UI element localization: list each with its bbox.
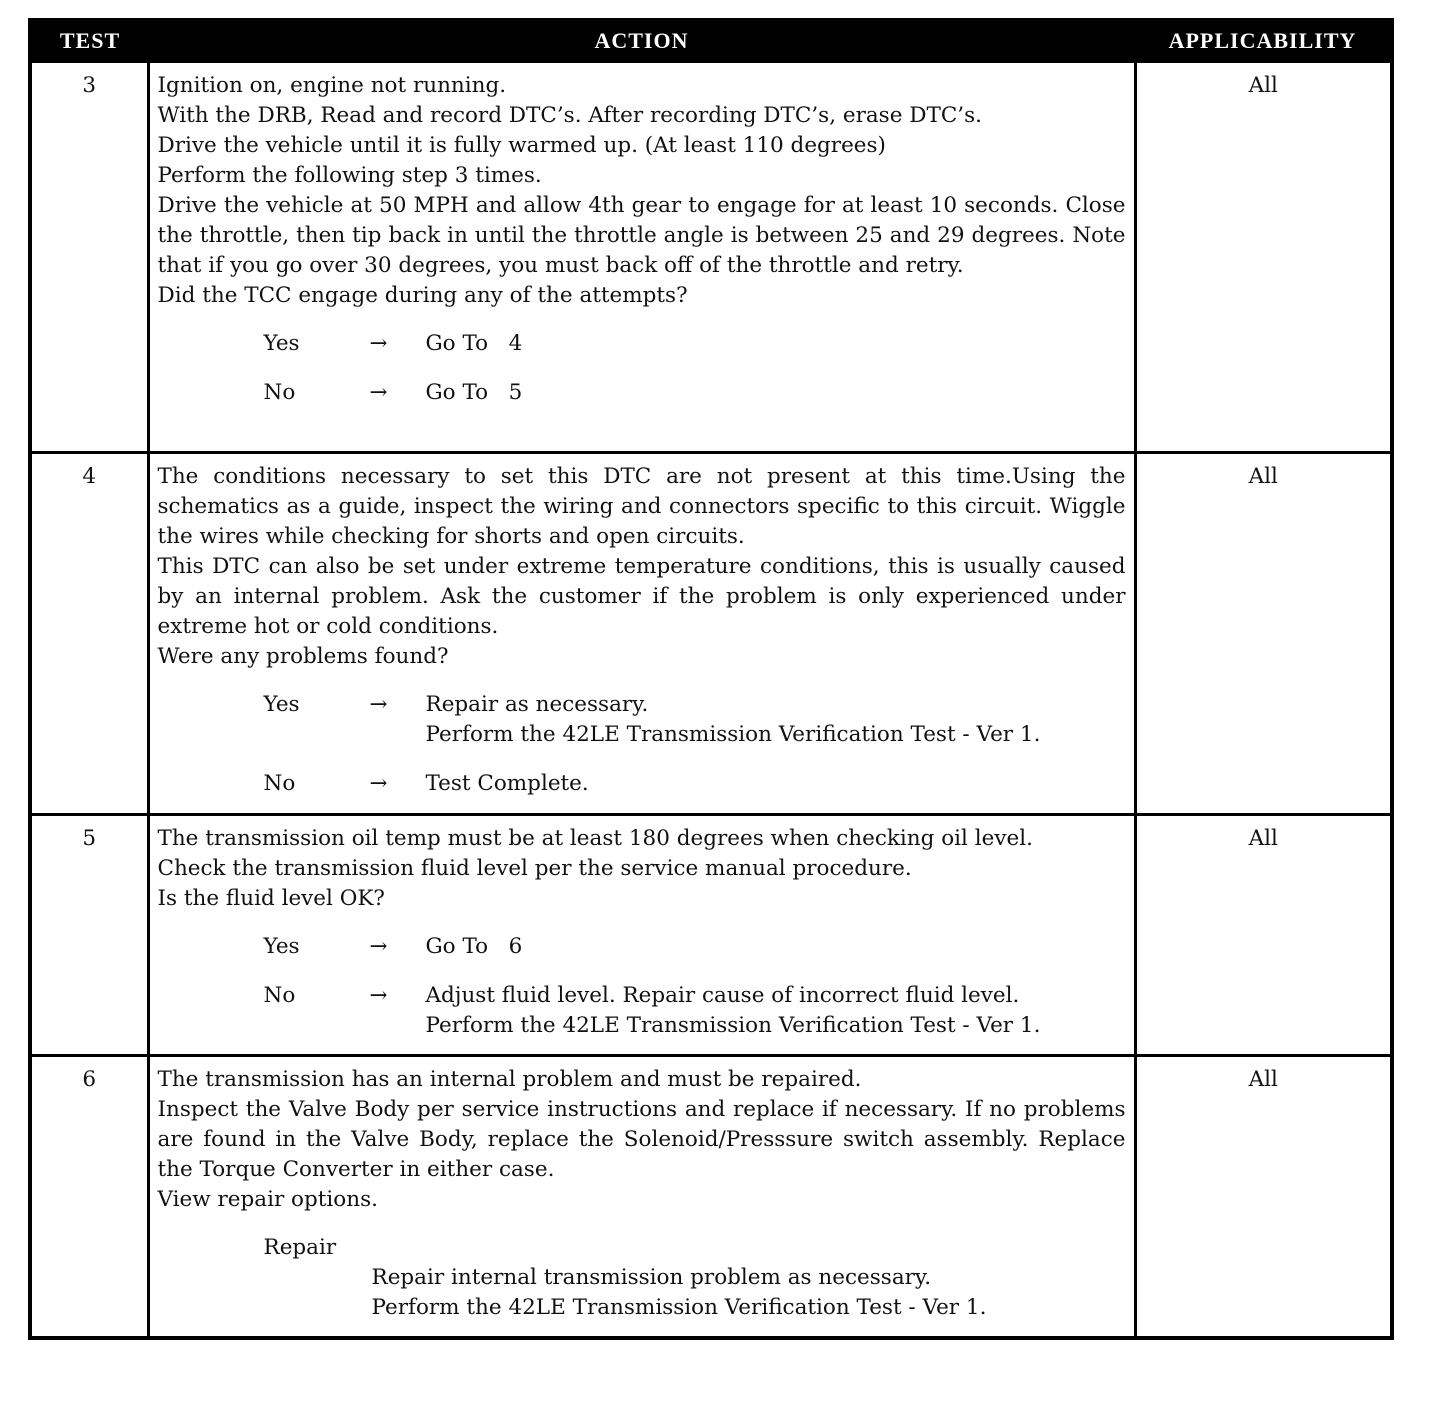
option-result-line: Adjust fluid level. Repair cause of incorrect fluid level. bbox=[425, 983, 1020, 1008]
table-row bbox=[30, 1056, 1392, 1338]
table-header-row bbox=[30, 20, 1392, 62]
test-number: 4 bbox=[30, 453, 148, 815]
option-yes bbox=[158, 329, 1126, 359]
option-result-line: Go To 5 bbox=[425, 380, 523, 405]
repair-result-line: Perform the 42LE Transmission Verification Test - Ver 1. bbox=[371, 1295, 987, 1320]
repair-result bbox=[372, 1263, 1126, 1323]
option-label: Yes bbox=[263, 934, 300, 959]
option-result bbox=[426, 932, 523, 962]
action-line: View repair options. bbox=[157, 1187, 378, 1212]
header-applicability: APPLICABILITY bbox=[1135, 20, 1392, 62]
option-result bbox=[426, 981, 1041, 1041]
header-action: ACTION bbox=[148, 20, 1135, 62]
arrow-right-icon: → bbox=[369, 331, 388, 356]
repair-label: Repair bbox=[263, 1235, 337, 1260]
arrow-right-icon: → bbox=[369, 692, 388, 717]
option-yes bbox=[158, 932, 1126, 962]
option-result-line: Test Complete. bbox=[425, 771, 589, 796]
action-line: Is the fluid level OK? bbox=[157, 886, 385, 911]
action-cell bbox=[148, 453, 1135, 815]
table-row bbox=[30, 62, 1392, 453]
option-no bbox=[158, 769, 1126, 799]
action-line: Drive the vehicle until it is fully warmed up. (At least 110 degrees) bbox=[157, 133, 886, 158]
option-result bbox=[426, 769, 589, 799]
action-line: The conditions necessary to set this DTC are not present at this time.Using the schematics as a guide, inspect the wiring and connectors specific to this circuit. Wiggle the wires while checking for shorts and open circuits. bbox=[157, 464, 1126, 549]
applicability-value: All bbox=[1135, 453, 1392, 815]
option-result-line: Repair as necessary. bbox=[425, 692, 649, 717]
option-label: No bbox=[263, 983, 296, 1008]
diagnostic-test-table bbox=[28, 18, 1394, 1340]
test-number: 3 bbox=[30, 62, 148, 453]
option-yes bbox=[158, 690, 1126, 750]
action-line: Perform the following step 3 times. bbox=[157, 163, 542, 188]
test-number: 6 bbox=[30, 1056, 148, 1338]
header-test: TEST bbox=[30, 20, 148, 62]
test-number: 5 bbox=[30, 815, 148, 1056]
decision-options bbox=[158, 932, 1126, 1045]
applicability-value: All bbox=[1135, 815, 1392, 1056]
option-result-line: Go To 6 bbox=[425, 934, 523, 959]
arrow-right-icon: → bbox=[369, 934, 388, 959]
option-no bbox=[158, 378, 1126, 408]
table-row bbox=[30, 815, 1392, 1056]
arrow-right-icon: → bbox=[369, 771, 388, 796]
option-no bbox=[158, 981, 1126, 1041]
action-line: Did the TCC engage during any of the attempts? bbox=[157, 283, 688, 308]
action-line: Drive the vehicle at 50 MPH and allow 4th gear to engage for at least 10 seconds. Close the throttle, then tip back in until the throttle angle is between 25 and 29 degrees. Note that if you go over 30 degrees, you must back off of the throttle and retry. bbox=[157, 193, 1126, 278]
action-cell bbox=[148, 815, 1135, 1056]
repair-options bbox=[158, 1233, 1126, 1327]
action-line: This DTC can also be set under extreme temperature conditions, this is usually caused by an internal problem. Ask the customer if the problem is only experienced under extreme hot or cold conditions. bbox=[157, 554, 1126, 639]
applicability-value: All bbox=[1135, 1056, 1392, 1338]
action-line: Ignition on, engine not running. bbox=[157, 73, 507, 98]
action-line: The transmission oil temp must be at least 180 degrees when checking oil level. bbox=[157, 826, 1033, 851]
option-result-line: Perform the 42LE Transmission Verification Test - Ver 1. bbox=[425, 722, 1041, 747]
action-line: The transmission has an internal problem and must be repaired. bbox=[157, 1067, 862, 1092]
action-line: Inspect the Valve Body per service instructions and replace if necessary. If no problems are found in the Valve Body, replace the Solenoid/Presssure switch assembly. Replace the Torque Converter in either case. bbox=[157, 1097, 1126, 1182]
action-line: Were any problems found? bbox=[157, 644, 449, 669]
option-result bbox=[426, 329, 523, 359]
action-cell bbox=[148, 1056, 1135, 1338]
decision-options bbox=[158, 329, 1126, 412]
arrow-right-icon: → bbox=[369, 983, 388, 1008]
option-result-line: Go To 4 bbox=[425, 331, 523, 356]
option-result-line: Perform the 42LE Transmission Verification Test - Ver 1. bbox=[425, 1013, 1041, 1038]
action-line: Check the transmission fluid level per the service manual procedure. bbox=[157, 856, 912, 881]
option-label: No bbox=[263, 380, 296, 405]
applicability-value: All bbox=[1135, 62, 1392, 453]
arrow-right-icon: → bbox=[369, 380, 388, 405]
table-row bbox=[30, 453, 1392, 815]
option-label: No bbox=[263, 771, 296, 796]
option-label: Yes bbox=[263, 692, 300, 717]
option-result bbox=[426, 378, 523, 408]
repair-result-line: Repair internal transmission problem as necessary. bbox=[371, 1265, 932, 1290]
action-line: With the DRB, Read and record DTC’s. After recording DTC’s, erase DTC’s. bbox=[157, 103, 983, 128]
option-result bbox=[426, 690, 1041, 750]
option-label: Yes bbox=[263, 331, 300, 356]
action-cell bbox=[148, 62, 1135, 453]
decision-options bbox=[158, 690, 1126, 803]
